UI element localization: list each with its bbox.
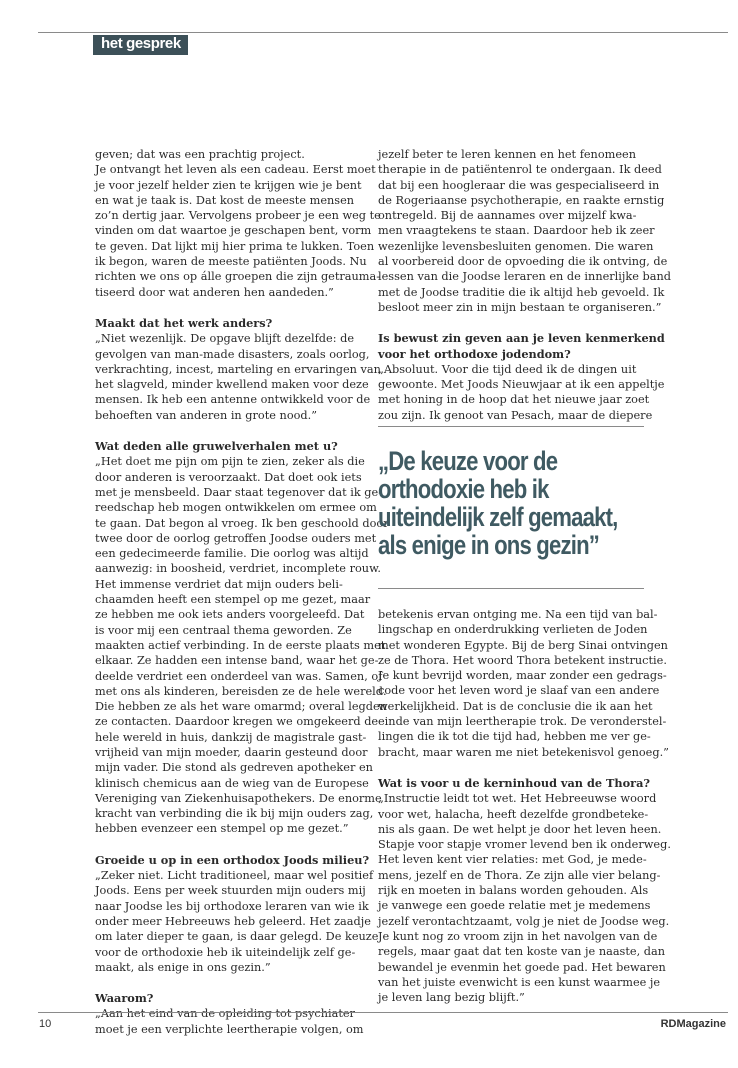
text-line: verkrachting, incest, marteling en ervaringen van (95, 362, 381, 376)
text-line: jezelf verontachtzaamt, volg je niet de Joodse weg. (378, 914, 670, 928)
magazine-name: RDMagazine (660, 1018, 726, 1030)
text-line: mensen. Ik heb een antenne ontwikkeld voor de (95, 393, 371, 407)
text-line: elkaar. Ze hadden een intense band, waar het ge- (95, 654, 379, 668)
text-line: vrijheid van mijn moeder, daarin gesteund door (95, 745, 368, 759)
body-paragraph (378, 147, 672, 315)
text-line: ik begon, waren de meeste patiënten Joods. Nu (95, 255, 367, 269)
text-line: is voor mij een centraal thema geworden. Ze (95, 623, 352, 637)
text-line: met wonderen Egypte. Bij de berg Sinai ontvingen (378, 638, 668, 652)
text-line: met ons als kinderen, bereisden ze de hele wereld. (95, 684, 387, 698)
text-line: jezelf beter te leren kennen en het fenomeen (378, 148, 636, 161)
question-heading (95, 439, 365, 454)
text-line: Vereniging van Ziekenhuisapothekers. De enorme (95, 791, 382, 805)
text-line: Die hebben ze als het ware omarmd; overal legden (95, 700, 387, 714)
text-line: zo’n dertig jaar. Vervolgens probeer je een weg te (95, 209, 381, 223)
text-line: ze de Thora. Het woord Thora betekent instructie. (378, 653, 667, 667)
text-line: Wat deden alle gruwelverhalen met u? (95, 439, 338, 454)
text-line: al voorbereid door de opvoeding die ik ontving, de (378, 255, 668, 269)
body-paragraph (95, 868, 379, 975)
text-line: voor de orthodoxie heb ik uiteindelijk zelf ge- (95, 945, 356, 959)
text-line: voor wet, halacha, heeft dezelfde grondbeteke- (378, 807, 649, 821)
text-line: onder meer Hebreeuws heb geleerd. Het zaadje (95, 914, 371, 928)
text-line: mens, jezelf en de Thora. Ze zijn alle vier belang- (378, 868, 661, 882)
text-line: Je kunt nog zo vroom zijn in het navolgen van de (378, 929, 658, 943)
text-line: „Niet wezenlijk. De opgave blijft dezelfde: de (95, 332, 355, 346)
text-line: behoeften van anderen in grote nood.” (95, 408, 318, 422)
text-line: door anderen is veroorzaakt. Dat doet ook iets (95, 470, 362, 484)
text-line: je leven lang bezig blijft.” (378, 991, 525, 1005)
text-line: geven; dat was een prachtig project. (95, 148, 305, 161)
text-line: mijn vader. Die stond als gedreven apotheker en (95, 761, 373, 775)
body-paragraph (95, 454, 389, 836)
body-paragraph (378, 791, 671, 1005)
section-tag: het gesprek (93, 35, 188, 55)
text-line: kracht van verbinding die ik bij mijn ouders zag, (95, 807, 374, 821)
text-line: vinden om dat waartoe je geschapen bent, vorm (95, 224, 372, 238)
text-line: Maakt dat het werk anders? (95, 315, 273, 330)
text-line: bracht, maar waren me niet betekenisvol genoeg.” (378, 745, 669, 759)
text-line: bewandel je evenmin het goede pad. Het bewaren (378, 960, 666, 974)
text-line: met honing in de hoop dat het nieuwe jaar zoet (378, 393, 650, 407)
text-line: tiseerd door wat anderen hen aandeden.” (95, 285, 334, 299)
text-line: je voor jezelf helder zien te krijgen wie je bent (95, 178, 362, 192)
text-line: „Aan het eind van de opleiding tot psychiater (95, 1007, 355, 1021)
text-line: regels, maar gaat dat ten koste van je naaste, dan (378, 945, 666, 959)
text-line: „Instructie leidt tot wet. Het Hebreeuwse woord (378, 792, 657, 806)
text-line: „Absoluut. Voor die tijd deed ik de dingen uit (378, 362, 637, 376)
paragraph-gap (95, 300, 365, 316)
text-line: ontregeld. Bij de aannames over mijzelf kwa- (378, 209, 637, 223)
text-line: met de Joodse traditie die ik altijd heb gevoeld. Ik (378, 285, 665, 299)
text-line: gevolgen van man-made disasters, zoals oorlog, (95, 347, 370, 361)
text-line: lingen die ik tot die tijd had, hebben me ver ge- (378, 730, 651, 744)
text-line: lessen van die Joodse leraren en de innerlijke band (378, 270, 672, 284)
pull-quote-line: orthodoxie heb ik (378, 474, 549, 504)
text-line: wezenlijke levensbesluiten genomen. Die waren (378, 239, 654, 253)
body-paragraph (378, 607, 669, 760)
right-column-top (378, 147, 672, 423)
body-paragraph (95, 147, 381, 300)
text-line: rijk en moeten in balans worden gehouden. Als (378, 884, 649, 898)
text-line: therapie in de patiëntenrol te ondergaan. Ik deed (378, 163, 662, 177)
text-line: maakt, als enige in ons gezin.” (95, 960, 271, 974)
text-line: om later dieper te gaan, is daar gelegd. De keuze (95, 930, 379, 944)
pull-quote-line: „De keuze voor de (378, 446, 558, 476)
text-line: klinisch chemicus aan de wieg van de Europese (95, 776, 369, 790)
question-heading (378, 775, 651, 791)
text-line: „Het doet me pijn om pijn te zien, zeker als die (95, 455, 365, 469)
text-line: dat bij een hoogleraar die was gespecialiseerd in (378, 178, 660, 192)
paragraph-gap (378, 315, 648, 331)
text-line: te geven. Dat lijkt mij hier prima te lukken. Toen (95, 239, 375, 253)
question-heading (378, 331, 665, 362)
text-line: chaamden heeft een stempel op me gezet, maar (95, 593, 371, 607)
text-line: ze hebben me ook iets anders voorgeleefd. Dat (95, 608, 365, 622)
text-line: ze contacten. Daardoor kregen we omgekeerd de (95, 715, 379, 729)
text-line: reedschap heb mogen ontwikkelen om ermee om (95, 501, 377, 515)
left-column (95, 147, 389, 1037)
text-line: de Rogeriaanse psychotherapie, en raakte ernstig (378, 193, 665, 207)
question-heading (95, 316, 365, 331)
text-line: twee door de oorlog getroffen Joodse ouders met (95, 531, 377, 545)
text-line: Stapje voor stapje vromer levend ben ik onderweg. (378, 838, 671, 852)
pull-quote-bottom-rule (378, 588, 644, 589)
text-line: werkelijkheid. Dat is de conclusie die ik aan het (378, 699, 653, 713)
paragraph-gap (95, 837, 365, 853)
text-line: deelde verdriet een onderdeel van was. Samen, of (95, 669, 383, 683)
text-line: Het leven kent vier relaties: met God, je mede- (378, 853, 647, 867)
footer-rule (38, 1012, 728, 1013)
paragraph-gap (95, 423, 365, 439)
text-line: Je kunt bevrijd worden, maar zonder een gedrags- (378, 669, 667, 683)
text-line: moet je een verplichte leertherapie volgen, om (95, 1022, 364, 1036)
text-line: betekenis ervan ontging me. Na een tijd van bal- (378, 608, 658, 621)
text-line: Joods. Eens per week stuurden mijn ouders mij (95, 884, 366, 898)
text-line: code voor het leven word je slaaf van een andere (378, 684, 660, 698)
text-line: men vraagtekens te staan. Daardoor heb ik zeer (378, 224, 655, 238)
text-line: zou zijn. Ik genoot van Pesach, maar de diepere (378, 408, 653, 422)
text-line: te gaan. Dat begon al vroeg. Ik ben geschoold door (95, 516, 389, 530)
text-line: het slagveld, minder kwellend maken voor deze (95, 378, 369, 392)
pull-quote-top-rule (378, 426, 644, 427)
right-column-bottom (378, 607, 671, 1005)
text-line: einde van mijn leertherapie trok. De veronderstel- (378, 715, 667, 729)
text-line: Groeide u op in een orthodox Joods milieu? (95, 852, 370, 867)
text-line: en wat je taak is. Dat kost de meeste mensen (95, 193, 355, 207)
text-line: van het juiste evenwicht is een kunst waarmee je (378, 975, 661, 989)
pull-quote-line: uiteindelijk zelf gemaakt, (378, 502, 618, 532)
text-line: hele wereld in huis, dankzij de magistrale gast- (95, 730, 367, 744)
text-line: Het immense verdriet dat mijn ouders beli- (95, 577, 343, 591)
text-line: Je ontvangt het leven als een cadeau. Eerst moet (95, 163, 376, 177)
text-line: gewoonte. Met Joods Nieuwjaar at ik een appeltje (378, 378, 665, 392)
text-line: voor het orthodoxe jodendom? (378, 346, 571, 361)
text-line: Waarom? (95, 991, 154, 1006)
text-line: nis als gaan. De wet helpt je door het leven heen. (378, 822, 662, 836)
paragraph-gap (95, 975, 365, 991)
paragraph-gap (378, 760, 648, 776)
text-line: richten we ons op álle groepen die zijn getrauma- (95, 270, 381, 284)
text-line: hebben evenzeer een stempel op me gezet.” (95, 822, 349, 836)
pull-quote-line: als enige in ons gezin” (378, 530, 600, 560)
text-line: naar Joodse les bij orthodoxe leraren van wie ik (95, 899, 369, 913)
text-line: besloot meer zin in mijn bestaan te organiseren.” (378, 300, 662, 314)
text-line: „Zeker niet. Licht traditioneel, maar wel positief (95, 869, 374, 883)
body-paragraph (95, 331, 381, 423)
text-line: maakten actief verbinding. In de eerste plaats met (95, 638, 386, 652)
text-line: een gedecimeerde familie. Die oorlog was altijd (95, 547, 369, 561)
text-line: Is bewust zin geven aan je leven kenmerkend (378, 331, 665, 346)
body-paragraph (378, 362, 665, 423)
text-line: lingschap en onderdrukking verlieten de Joden (378, 623, 648, 637)
text-line: je vanwege een goede relatie met je medemens (378, 899, 651, 913)
question-heading (95, 991, 365, 1006)
question-heading (95, 852, 370, 868)
header-rule (38, 32, 728, 33)
text-line: met je mensbeeld. Daar staat tegenover dat ik ge- (95, 485, 383, 499)
pull-quote (378, 446, 618, 560)
page-number: 10 (39, 1018, 52, 1030)
text-line: Wat is voor u de kerninhoud van de Thora? (378, 775, 651, 790)
text-line: aanwezig: in boosheid, verdriet, incomplete rouw. (95, 562, 381, 576)
